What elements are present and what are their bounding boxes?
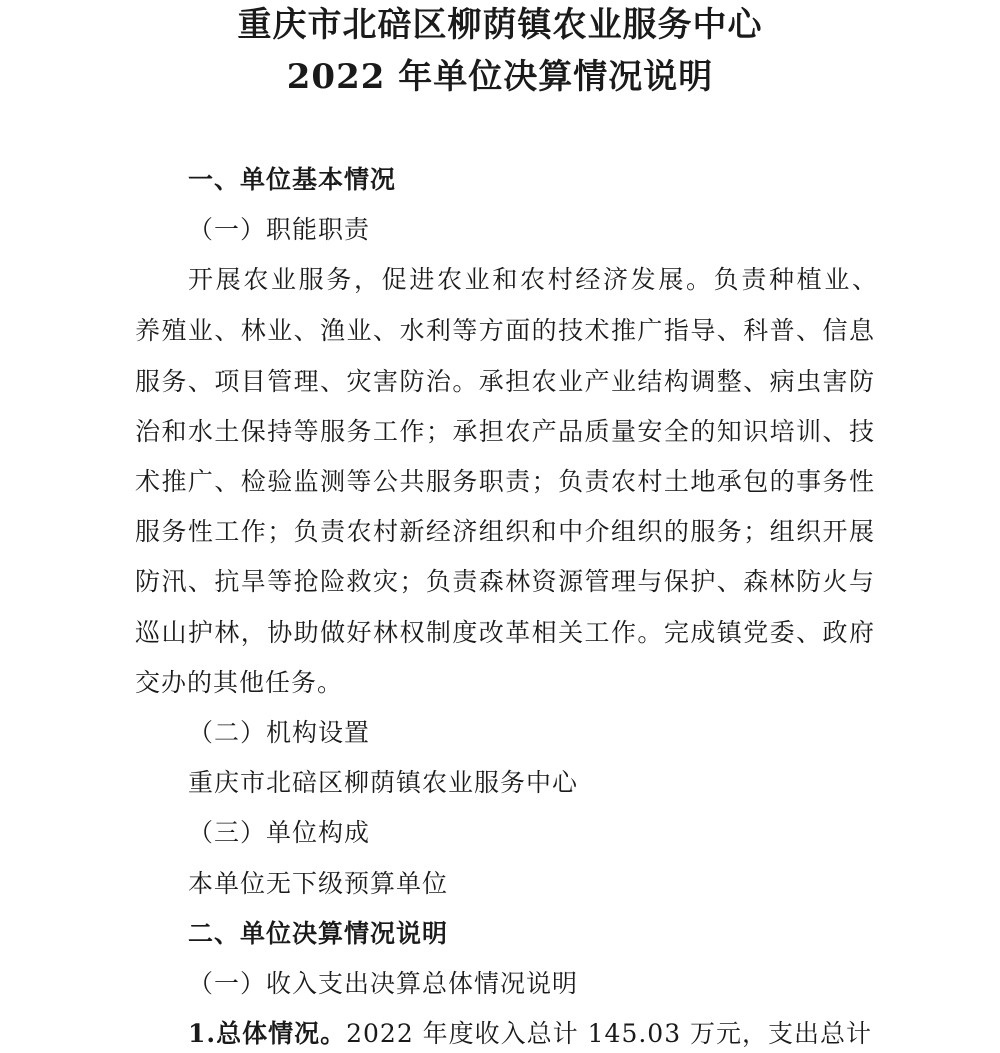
- org-name: 重庆市北碚区柳荫镇农业服务中心: [188, 768, 579, 797]
- duties-line-5: 术推广、检验监测等公共服务职责；负责农村土地承包的事务性: [135, 467, 875, 496]
- sub4-heading: （一）收入支出决算总体情况说明: [188, 969, 579, 998]
- duties-line-6: 服务性工作；负责农村新经济组织和中介组织的服务；组织开展: [135, 517, 875, 546]
- duties-line-7: 防汛、抗旱等抢险救灾；负责森林资源管理与保护、森林防火与: [135, 567, 875, 596]
- overall-text: 2022 年度收入总计 145.03 万元，支出总计: [346, 1019, 873, 1048]
- duties-line-1: 开展农业服务，促进农业和农村经济发展。负责种植业、: [188, 265, 878, 294]
- section1-heading: 一、单位基本情况: [188, 165, 397, 194]
- duties-line-8: 巡山护林，协助做好林权制度改革相关工作。完成镇党委、政府: [135, 618, 875, 647]
- duties-line-3: 服务、项目管理、灾害防治。承担农业产业结构调整、病虫害防: [135, 367, 875, 396]
- overall-paragraph: [188, 1019, 878, 1049]
- document-title-line2: 2022 年单位决算情况说明: [286, 57, 714, 97]
- duties-line-9: 交办的其他任务。: [135, 668, 344, 697]
- document-title-line1: 重庆市北碚区柳荫镇农业服务中心: [237, 5, 763, 45]
- sub1-heading: （一）职能职责: [188, 215, 371, 244]
- composition-text: 本单位无下级预算单位: [188, 869, 449, 898]
- overall-label: 1.总体情况。: [188, 1019, 347, 1048]
- sub3-heading: （三）单位构成: [188, 818, 371, 847]
- section2-heading: 二、单位决算情况说明: [188, 919, 449, 948]
- sub2-heading: （二）机构设置: [188, 718, 371, 747]
- duties-line-4: 治和水土保持等服务工作；承担农产品质量安全的知识培训、技: [135, 417, 875, 446]
- duties-line-2: 养殖业、林业、渔业、水利等方面的技术推广指导、科普、信息: [135, 316, 875, 345]
